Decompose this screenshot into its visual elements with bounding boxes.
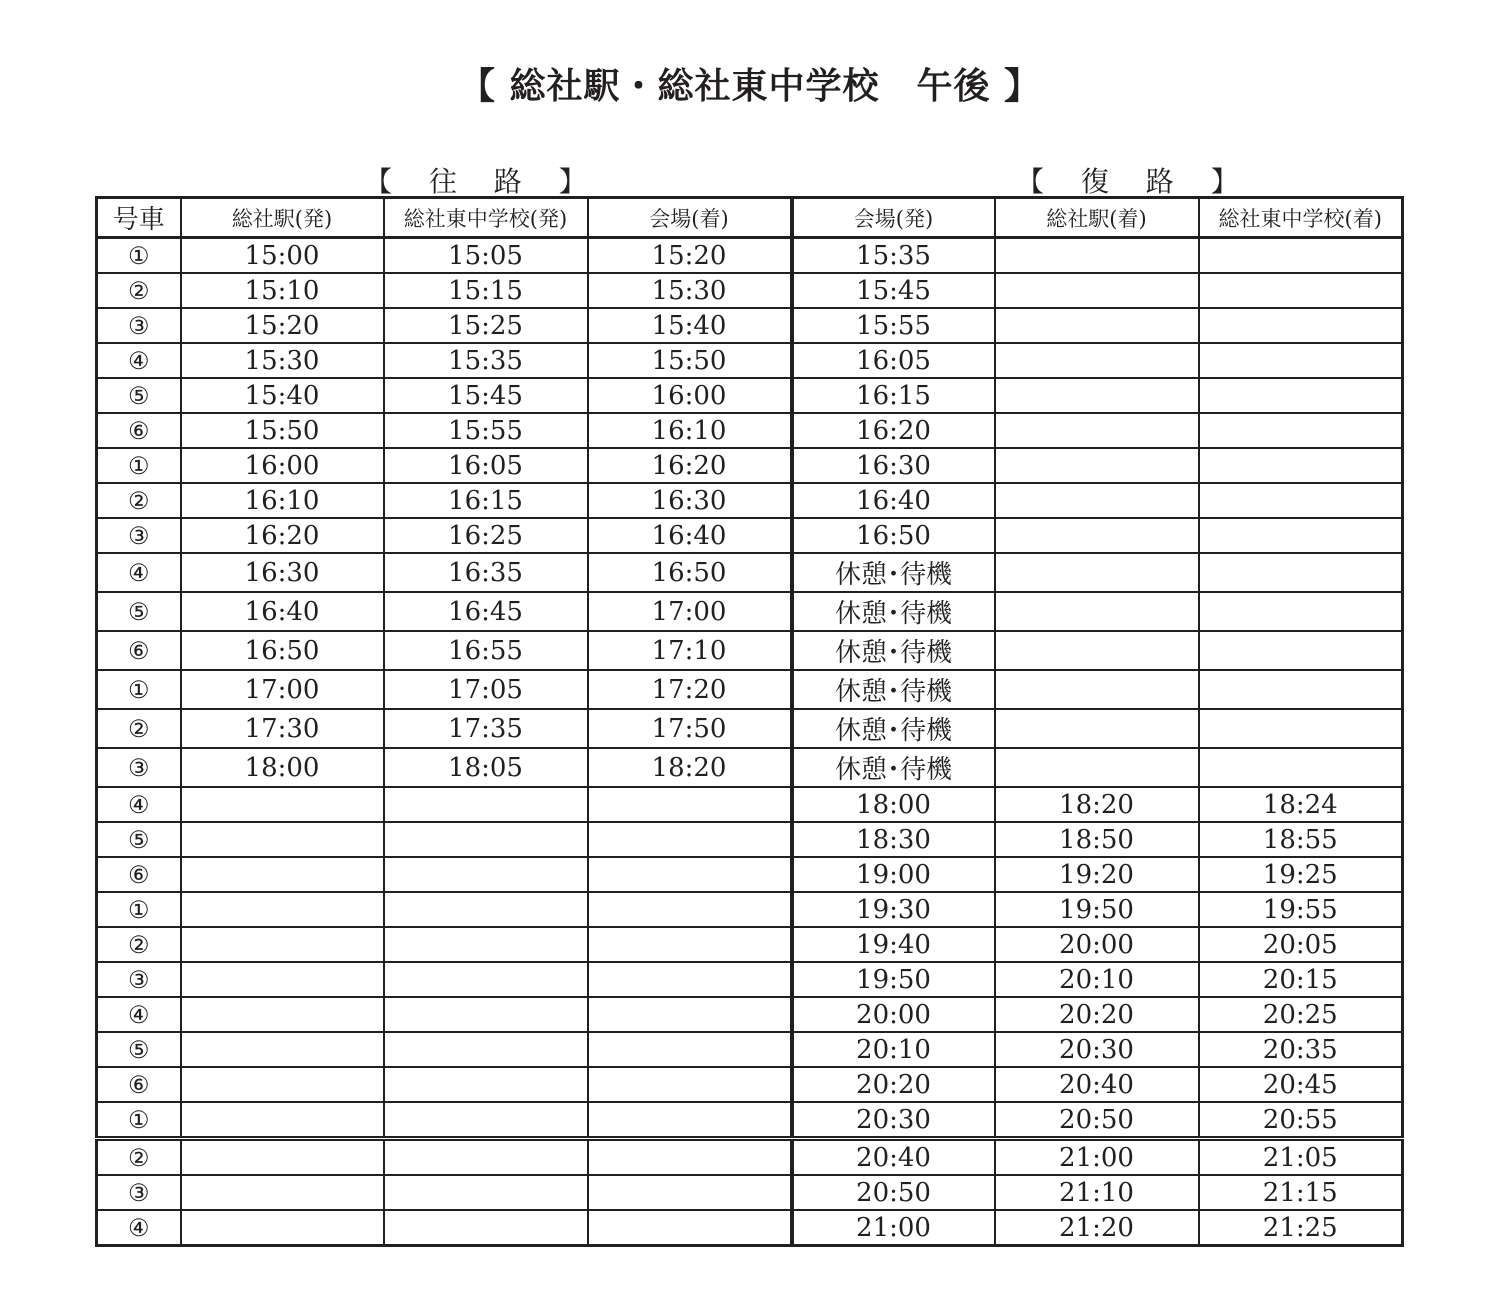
table-row <box>97 518 1403 553</box>
cell-school-arrive: 20:05 <box>1199 927 1403 962</box>
cell-venue-arrive: 16:20 <box>588 448 792 483</box>
cell-car-number: ② <box>97 927 181 962</box>
cell-car-number: ② <box>97 483 181 518</box>
cell-venue-depart: 15:45 <box>792 273 995 308</box>
cell-car-number: ⑥ <box>97 857 181 892</box>
table-row <box>97 1102 1403 1139</box>
table-row <box>97 1210 1403 1246</box>
cell-school-arrive <box>1199 378 1403 413</box>
header-soja-station-arrive: 総社駅(着) <box>995 198 1199 238</box>
cell-venue-arrive: 17:20 <box>588 670 792 709</box>
cell-car-number: ⑥ <box>97 631 181 670</box>
cell-soja-station-depart: 15:30 <box>181 343 384 378</box>
cell-venue-depart: 16:20 <box>792 413 995 448</box>
cell-soja-station-arrive <box>995 483 1199 518</box>
cell-school-arrive <box>1199 308 1403 343</box>
table-row <box>97 670 1403 709</box>
cell-soja-station-arrive <box>995 518 1199 553</box>
cell-soja-station-depart <box>181 1210 384 1246</box>
cell-car-number: ⑤ <box>97 592 181 631</box>
return-section-label: 【 復 路 】 <box>1016 165 1253 198</box>
cell-soja-station-arrive: 20:40 <box>995 1067 1199 1102</box>
cell-venue-depart: 19:00 <box>792 857 995 892</box>
cell-car-number: ⑥ <box>97 413 181 448</box>
cell-venue-depart: 20:30 <box>792 1102 995 1139</box>
cell-venue-depart: 16:15 <box>792 378 995 413</box>
cell-venue-depart: 20:40 <box>792 1139 995 1176</box>
cell-venue-arrive <box>588 1139 792 1176</box>
cell-school-arrive: 21:05 <box>1199 1139 1403 1176</box>
cell-soja-station-arrive <box>995 378 1199 413</box>
cell-soja-station-arrive <box>995 448 1199 483</box>
cell-soja-station-arrive <box>995 343 1199 378</box>
cell-venue-arrive: 17:50 <box>588 709 792 748</box>
table-row <box>97 1139 1403 1176</box>
cell-venue-arrive <box>588 1210 792 1246</box>
cell-soja-station-arrive <box>995 273 1199 308</box>
cell-school-depart <box>384 1067 588 1102</box>
cell-venue-depart: 15:55 <box>792 308 995 343</box>
cell-venue-arrive: 18:20 <box>588 748 792 787</box>
cell-venue-depart: 20:50 <box>792 1175 995 1210</box>
cell-venue-arrive: 17:10 <box>588 631 792 670</box>
cell-school-arrive: 21:15 <box>1199 1175 1403 1210</box>
cell-car-number: ⑤ <box>97 1032 181 1067</box>
cell-soja-station-arrive: 18:50 <box>995 822 1199 857</box>
cell-venue-depart: 20:20 <box>792 1067 995 1102</box>
cell-school-depart: 15:15 <box>384 273 588 308</box>
cell-school-depart: 15:45 <box>384 378 588 413</box>
cell-school-arrive <box>1199 448 1403 483</box>
cell-soja-station-depart: 15:40 <box>181 378 384 413</box>
cell-school-depart: 15:05 <box>384 238 588 274</box>
cell-school-depart <box>384 892 588 927</box>
cell-school-depart <box>384 1102 588 1139</box>
cell-car-number: ④ <box>97 553 181 592</box>
cell-car-number: ① <box>97 892 181 927</box>
cell-venue-arrive <box>588 1067 792 1102</box>
cell-school-arrive <box>1199 631 1403 670</box>
cell-school-depart <box>384 1032 588 1067</box>
cell-soja-station-depart <box>181 1102 384 1139</box>
cell-venue-depart: 20:00 <box>792 997 995 1032</box>
cell-venue-arrive <box>588 1032 792 1067</box>
header-venue-arrive: 会場(着) <box>588 198 792 238</box>
cell-car-number: ③ <box>97 962 181 997</box>
cell-school-depart: 16:15 <box>384 483 588 518</box>
cell-soja-station-arrive: 19:50 <box>995 892 1199 927</box>
header-row <box>97 198 1403 238</box>
cell-school-arrive <box>1199 413 1403 448</box>
cell-car-number: ⑥ <box>97 1067 181 1102</box>
cell-venue-arrive <box>588 1175 792 1210</box>
cell-venue-arrive: 16:00 <box>588 378 792 413</box>
cell-soja-station-depart: 15:50 <box>181 413 384 448</box>
cell-car-number: ④ <box>97 1210 181 1246</box>
cell-car-number: ② <box>97 709 181 748</box>
cell-soja-station-arrive: 20:10 <box>995 962 1199 997</box>
cell-school-arrive <box>1199 518 1403 553</box>
cell-soja-station-depart <box>181 1067 384 1102</box>
cell-venue-depart: 16:30 <box>792 448 995 483</box>
cell-school-depart: 15:55 <box>384 413 588 448</box>
cell-school-arrive: 20:25 <box>1199 997 1403 1032</box>
table-row <box>97 709 1403 748</box>
table-row <box>97 308 1403 343</box>
cell-car-number: ⑤ <box>97 822 181 857</box>
cell-school-arrive: 20:35 <box>1199 1032 1403 1067</box>
cell-car-number: ① <box>97 448 181 483</box>
cell-soja-station-arrive: 21:20 <box>995 1210 1199 1246</box>
cell-school-depart: 17:05 <box>384 670 588 709</box>
table-row <box>97 631 1403 670</box>
cell-venue-arrive: 16:40 <box>588 518 792 553</box>
cell-venue-depart: 19:50 <box>792 962 995 997</box>
cell-school-arrive: 21:25 <box>1199 1210 1403 1246</box>
cell-school-arrive <box>1199 238 1403 274</box>
cell-venue-depart: 20:10 <box>792 1032 995 1067</box>
cell-school-arrive: 20:45 <box>1199 1067 1403 1102</box>
cell-school-arrive <box>1199 343 1403 378</box>
table-row <box>97 1175 1403 1210</box>
cell-soja-station-arrive <box>995 670 1199 709</box>
cell-soja-station-depart <box>181 1139 384 1176</box>
cell-school-arrive <box>1199 553 1403 592</box>
cell-school-arrive: 20:15 <box>1199 962 1403 997</box>
cell-soja-station-arrive: 21:10 <box>995 1175 1199 1210</box>
cell-school-depart: 18:05 <box>384 748 588 787</box>
cell-soja-station-arrive <box>995 631 1199 670</box>
cell-soja-station-depart <box>181 962 384 997</box>
header-car-number: 号車 <box>97 198 181 238</box>
cell-soja-station-arrive <box>995 553 1199 592</box>
cell-car-number: ④ <box>97 997 181 1032</box>
cell-school-arrive: 18:55 <box>1199 822 1403 857</box>
cell-venue-arrive <box>588 927 792 962</box>
cell-car-number: ③ <box>97 748 181 787</box>
cell-soja-station-arrive: 19:20 <box>995 857 1199 892</box>
cell-venue-depart: 21:00 <box>792 1210 995 1246</box>
cell-soja-station-depart: 15:10 <box>181 273 384 308</box>
cell-soja-station-arrive: 21:00 <box>995 1139 1199 1176</box>
cell-venue-depart: 15:35 <box>792 238 995 274</box>
cell-soja-station-depart <box>181 927 384 962</box>
cell-soja-station-arrive: 20:30 <box>995 1032 1199 1067</box>
cell-venue-depart: 休憩･待機 <box>792 709 995 748</box>
cell-soja-station-depart <box>181 892 384 927</box>
table-row <box>97 822 1403 857</box>
cell-venue-depart: 18:00 <box>792 787 995 822</box>
cell-venue-depart: 16:05 <box>792 343 995 378</box>
cell-venue-arrive: 15:30 <box>588 273 792 308</box>
cell-venue-arrive: 15:20 <box>588 238 792 274</box>
cell-school-arrive: 19:55 <box>1199 892 1403 927</box>
cell-soja-station-depart: 15:20 <box>181 308 384 343</box>
table-row <box>97 997 1403 1032</box>
cell-venue-depart: 休憩･待機 <box>792 748 995 787</box>
cell-soja-station-arrive: 20:50 <box>995 1102 1199 1139</box>
cell-soja-station-depart: 16:00 <box>181 448 384 483</box>
cell-soja-station-depart: 17:30 <box>181 709 384 748</box>
cell-soja-station-depart <box>181 822 384 857</box>
cell-soja-station-depart: 17:00 <box>181 670 384 709</box>
cell-school-arrive <box>1199 709 1403 748</box>
cell-soja-station-depart <box>181 787 384 822</box>
cell-soja-station-depart <box>181 857 384 892</box>
cell-school-depart <box>384 997 588 1032</box>
cell-school-arrive <box>1199 748 1403 787</box>
table-row <box>97 483 1403 518</box>
cell-car-number: ① <box>97 238 181 274</box>
cell-venue-arrive: 16:30 <box>588 483 792 518</box>
cell-venue-depart: 休憩･待機 <box>792 553 995 592</box>
cell-car-number: ① <box>97 1102 181 1139</box>
cell-car-number: ③ <box>97 518 181 553</box>
cell-school-depart: 16:45 <box>384 592 588 631</box>
cell-venue-depart: 休憩･待機 <box>792 670 995 709</box>
table-row <box>97 343 1403 378</box>
cell-venue-depart: 休憩･待機 <box>792 631 995 670</box>
cell-venue-arrive: 16:50 <box>588 553 792 592</box>
cell-car-number: ① <box>97 670 181 709</box>
cell-soja-station-arrive: 20:20 <box>995 997 1199 1032</box>
page-title: 【 総社駅・総社東中学校 午後 】 <box>458 66 1042 107</box>
cell-venue-arrive <box>588 857 792 892</box>
cell-school-arrive: 19:25 <box>1199 857 1403 892</box>
table-row <box>97 238 1403 274</box>
cell-car-number: ⑤ <box>97 378 181 413</box>
cell-school-arrive: 20:55 <box>1199 1102 1403 1139</box>
cell-venue-arrive: 15:40 <box>588 308 792 343</box>
cell-school-depart: 15:35 <box>384 343 588 378</box>
table-row <box>97 413 1403 448</box>
cell-soja-station-depart <box>181 1175 384 1210</box>
cell-soja-station-arrive <box>995 308 1199 343</box>
cell-school-depart <box>384 822 588 857</box>
cell-venue-depart: 19:40 <box>792 927 995 962</box>
cell-car-number: ③ <box>97 1175 181 1210</box>
cell-soja-station-depart: 16:30 <box>181 553 384 592</box>
cell-soja-station-depart: 16:40 <box>181 592 384 631</box>
cell-soja-station-arrive <box>995 413 1199 448</box>
cell-venue-arrive <box>588 997 792 1032</box>
cell-car-number: ② <box>97 1139 181 1176</box>
cell-school-depart: 16:35 <box>384 553 588 592</box>
table-row <box>97 962 1403 997</box>
cell-soja-station-depart <box>181 1032 384 1067</box>
cell-venue-arrive <box>588 822 792 857</box>
cell-school-arrive <box>1199 273 1403 308</box>
cell-venue-depart: 19:30 <box>792 892 995 927</box>
bus-timetable <box>95 196 1404 1247</box>
cell-soja-station-depart: 16:10 <box>181 483 384 518</box>
table-row <box>97 1032 1403 1067</box>
cell-soja-station-arrive <box>995 238 1199 274</box>
cell-soja-station-depart: 18:00 <box>181 748 384 787</box>
table-row <box>97 448 1403 483</box>
header-school-depart: 総社東中学校(発) <box>384 198 588 238</box>
cell-venue-depart: 休憩･待機 <box>792 592 995 631</box>
outbound-section-label: 【 往 路 】 <box>364 165 601 198</box>
cell-soja-station-arrive: 20:00 <box>995 927 1199 962</box>
cell-soja-station-depart: 15:00 <box>181 238 384 274</box>
cell-school-depart: 15:25 <box>384 308 588 343</box>
cell-school-depart <box>384 927 588 962</box>
cell-school-arrive <box>1199 483 1403 518</box>
cell-school-depart <box>384 962 588 997</box>
table-row <box>97 592 1403 631</box>
cell-soja-station-arrive <box>995 748 1199 787</box>
table-row <box>97 273 1403 308</box>
table-row <box>97 378 1403 413</box>
header-school-arrive: 総社東中学校(着) <box>1199 198 1403 238</box>
cell-school-depart <box>384 857 588 892</box>
cell-soja-station-arrive <box>995 709 1199 748</box>
cell-venue-arrive <box>588 1102 792 1139</box>
header-soja-station-depart: 総社駅(発) <box>181 198 384 238</box>
cell-school-arrive <box>1199 670 1403 709</box>
cell-school-depart <box>384 787 588 822</box>
cell-school-depart <box>384 1139 588 1176</box>
table-row <box>97 892 1403 927</box>
cell-venue-arrive <box>588 787 792 822</box>
cell-car-number: ③ <box>97 308 181 343</box>
timetable-body <box>97 238 1403 1246</box>
cell-school-arrive <box>1199 592 1403 631</box>
table-row <box>97 927 1403 962</box>
cell-car-number: ④ <box>97 787 181 822</box>
header-venue-depart: 会場(発) <box>792 198 995 238</box>
cell-school-depart <box>384 1175 588 1210</box>
cell-soja-station-arrive <box>995 592 1199 631</box>
cell-school-depart: 16:05 <box>384 448 588 483</box>
table-row <box>97 1067 1403 1102</box>
table-row <box>97 748 1403 787</box>
cell-venue-depart: 18:30 <box>792 822 995 857</box>
cell-venue-arrive <box>588 962 792 997</box>
cell-soja-station-arrive: 18:20 <box>995 787 1199 822</box>
cell-soja-station-depart: 16:50 <box>181 631 384 670</box>
cell-school-depart <box>384 1210 588 1246</box>
cell-car-number: ② <box>97 273 181 308</box>
cell-car-number: ④ <box>97 343 181 378</box>
cell-venue-arrive: 17:00 <box>588 592 792 631</box>
cell-school-depart: 17:35 <box>384 709 588 748</box>
cell-venue-arrive: 15:50 <box>588 343 792 378</box>
cell-school-depart: 16:55 <box>384 631 588 670</box>
cell-soja-station-depart <box>181 997 384 1032</box>
cell-venue-depart: 16:50 <box>792 518 995 553</box>
table-row <box>97 787 1403 822</box>
table-row <box>97 553 1403 592</box>
table-row <box>97 857 1403 892</box>
cell-soja-station-depart: 16:20 <box>181 518 384 553</box>
cell-venue-depart: 16:40 <box>792 483 995 518</box>
cell-venue-arrive: 16:10 <box>588 413 792 448</box>
cell-school-arrive: 18:24 <box>1199 787 1403 822</box>
cell-school-depart: 16:25 <box>384 518 588 553</box>
cell-venue-arrive <box>588 892 792 927</box>
